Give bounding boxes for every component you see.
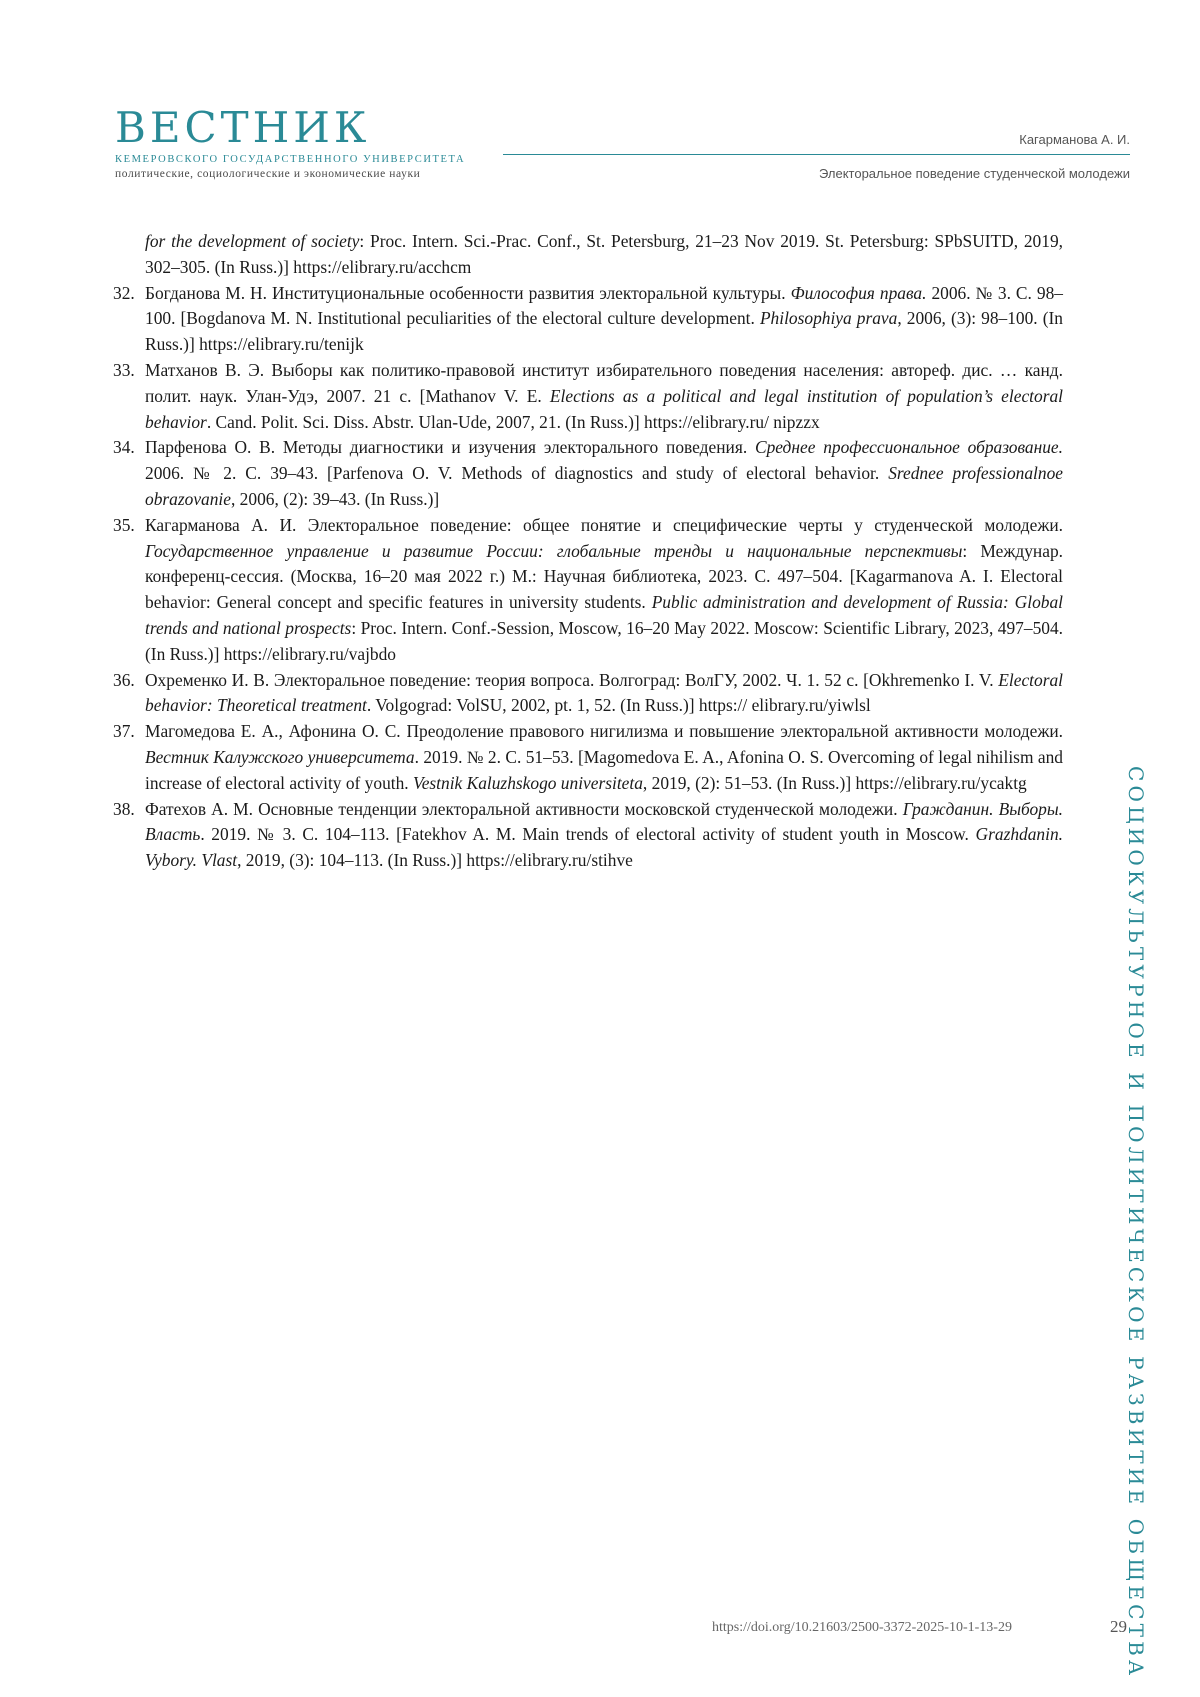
reference-italic-title: Гражданин. Выборы. Власть: [145, 799, 1063, 845]
reference-text: , 2006, (2): 39–43. (In Russ.)]: [231, 489, 439, 509]
running-head-author: Кагарманова А. И.: [1019, 132, 1130, 147]
reference-text: : Proc. Intern. Conf.-Session, Moscow, 16–20 May 2022. Moscow: Scientific Library, 2023, 497–504. (In Russ.)] https://elibrary.ru/vajbdo: [145, 618, 1063, 664]
journal-masthead: [115, 106, 465, 182]
reference-text: Фатехов А. М. Основные тенденции электоральной активности московской студенческой молодежи.: [145, 799, 903, 819]
reference-text: Кагарманова А. И. Электоральное поведение: общее понятие и специфические черты у студенческой молодежи.: [145, 515, 1063, 535]
reference-italic-title: Среднее профессиональное образование.: [755, 437, 1063, 457]
reference-italic-title: Философия права.: [791, 283, 927, 303]
reference-number: 34.: [113, 435, 135, 461]
reference-text: Охременко И. В. Электоральное поведение: теория вопроса. Волгоград: ВолГУ, 2002. Ч. 1. 52 с. [Okhremenko I. V.: [145, 670, 998, 690]
reference-italic-title: for the development of society: [145, 231, 359, 251]
reference-italic-title: Electoral behavior: Theoretical treatment: [145, 670, 1063, 716]
reference-text: , 2019, (2): 51–53. (In Russ.)] https://elibrary.ru/ycaktg: [643, 773, 1027, 793]
journal-logo-title: ВЕСТНИК: [115, 106, 465, 150]
section-title-vertical: СОЦИОКУЛЬТУРНОЕ И ПОЛИТИЧЕСКОЕ РАЗВИТИЕ ОБЩЕСТВА: [1124, 766, 1148, 1679]
reference-text: : Междунар. конференц-сессия. (Москва, 16–20 мая 2022 г.) М.: Научная библиотека, 2023. С. 497–504. [Kagarmanova A. I. Electoral behavior: General concept and specific features in university students.: [145, 541, 1063, 613]
reference-text: , 2019, (3): 104–113. (In Russ.)] https://elibrary.ru/stihve: [237, 850, 633, 870]
reference-text: . Cand. Polit. Sci. Diss. Abstr. Ulan-Ude, 2007, 21. (In Russ.)] https://elibrary.ru/ nipzzx: [207, 412, 820, 432]
reference-item: [145, 668, 1063, 720]
reference-text: Матханов В. Э. Выборы как политико-правовой институт избирательного поведения населения: автореф. дис. … канд. полит. наук. Улан-Удэ, 2007. 21 с. [Mathanov V. E.: [145, 360, 1063, 406]
page-number: 29: [1110, 1617, 1127, 1637]
reference-text: . Volgograd: VolSU, 2002, pt. 1, 52. (In Russ.)] https:// elibrary.ru/yiwlsl: [367, 695, 871, 715]
reference-text: 2006. № 3. С. 98–100. [Bogdanova M. N. Institutional peculiarities of the electoral culture development.: [145, 283, 1063, 329]
reference-item: [145, 435, 1063, 512]
reference-italic-title: Vestnik Kaluzhskogo universiteta: [413, 773, 643, 793]
journal-logo-subtitle: КЕМЕРОВСКОГО ГОСУДАРСТВЕННОГО УНИВЕРСИТЕТА: [115, 153, 465, 166]
reference-number: 32.: [113, 281, 135, 307]
reference-italic-title: Srednee professionalnoe obrazovanie: [145, 463, 1063, 509]
reference-text: Парфенова О. В. Методы диагностики и изучения электорального поведения.: [145, 437, 755, 457]
reference-italic-title: Grazhdanin. Vybory. Vlast: [145, 824, 1063, 870]
reference-italic-title: Elections as a political and legal institution of population’s electoral behavior: [145, 386, 1063, 432]
reference-text: : Proc. Intern. Sci.-Prac. Conf., St. Petersburg, 21–23 Nov 2019. St. Petersburg: SPbSUITD, 2019, 302–305. (In Russ.)] https://elibrary.ru/acchcm: [145, 231, 1063, 277]
reference-number: 35.: [113, 513, 135, 539]
reference-text: . 2019. № 3. С. 104–113. [Fatekhov A. M. Main trends of electoral activity of student youth in Moscow.: [200, 824, 975, 844]
doi-link[interactable]: https://doi.org/10.21603/2500-3372-2025-10-1-13-29: [712, 1620, 1012, 1636]
reference-italic-title: Philosophiya prava: [760, 308, 897, 328]
reference-italic-title: Вестник Калужского университета: [145, 747, 415, 767]
reference-continuation: [145, 229, 1063, 281]
reference-number: 37.: [113, 719, 135, 745]
reference-text: 2006. № 2. С. 39–43. [Parfenova O. V. Methods of diagnostics and study of electoral behavior.: [145, 463, 888, 483]
reference-number: 36.: [113, 668, 135, 694]
reference-item: [145, 719, 1063, 796]
reference-list: [145, 229, 1063, 874]
journal-series: политические, социологические и экономические науки: [115, 166, 465, 182]
header-divider: [503, 154, 1130, 155]
running-head-title: Электоральное поведение студенческой молодежи: [819, 166, 1130, 181]
reference-item: [145, 281, 1063, 358]
reference-italic-title: Public administration and development of Russia: Global trends and national prospects: [145, 592, 1063, 638]
reference-item: [145, 358, 1063, 435]
reference-item: [145, 797, 1063, 874]
reference-text: Богданова М. Н. Институциональные особенности развития электоральной культуры.: [145, 283, 791, 303]
reference-number: 38.: [113, 797, 135, 823]
reference-italic-title: Государственное управление и развитие России: глобальные тренды и национальные перспективы: [145, 541, 962, 561]
reference-number: 33.: [113, 358, 135, 384]
reference-text: . 2019. № 2. С. 51–53. [Magomedova E. A., Afonina O. S. Overcoming of legal nihilism and increase of electoral activity of youth.: [145, 747, 1063, 793]
reference-text: Магомедова Е. А., Афонина О. С. Преодоление правового нигилизма и повышение электоральной активности молодежи.: [145, 721, 1063, 741]
reference-item: [145, 513, 1063, 668]
reference-text: , 2006, (3): 98–100. (In Russ.)] https://elibrary.ru/tenijk: [145, 308, 1063, 354]
